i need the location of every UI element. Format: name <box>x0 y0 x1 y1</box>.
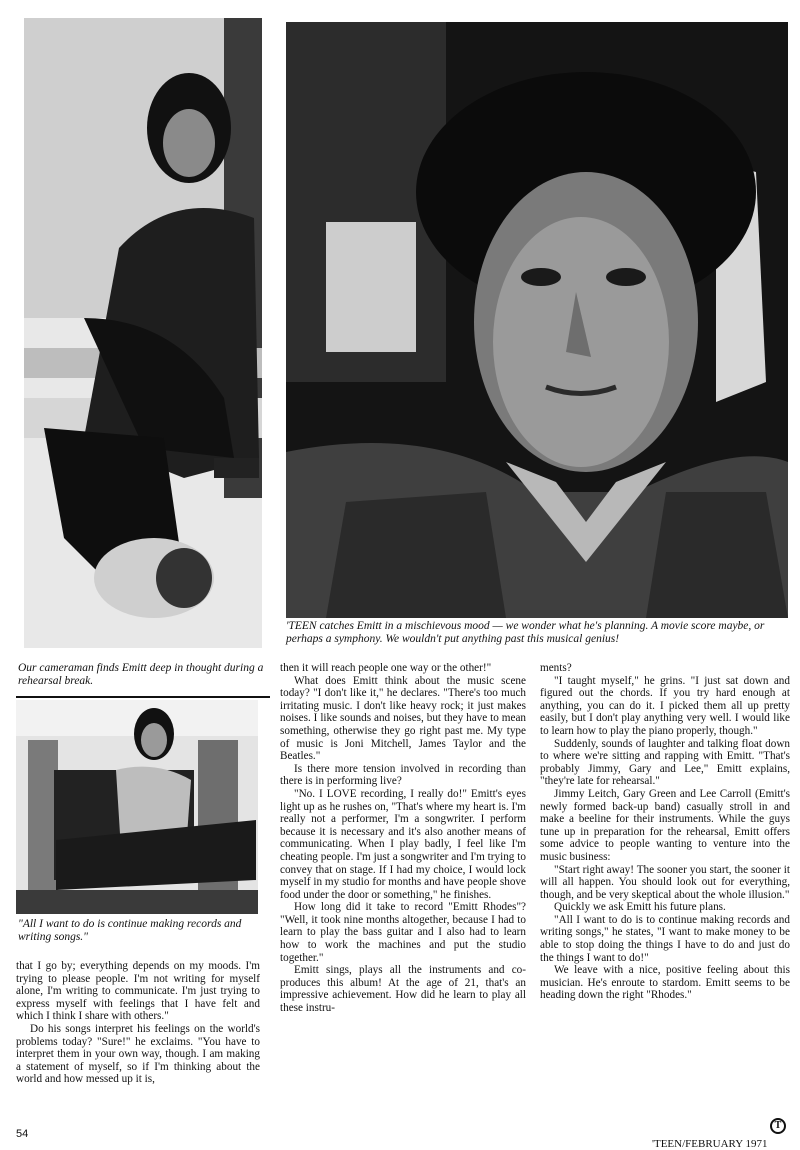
article-column-2 <box>280 662 526 1015</box>
issue-line: 'TEEN/FEBRUARY 1971 <box>652 1138 768 1150</box>
article-column-1 <box>16 960 260 1086</box>
paragraph: "No. I LOVE recording, I really do!" Emitt's eyes light up as he rushes on, "That's where my heart is. I'm really not a performer, I'm a songwriter. I perform because it is necessary and it's also another means of communicating. When I play badly, I feel like I'm cheating people. I'm just a songwriter and I'm trying to convey that on stage. If I had my choice, I would lock myself in my studio for months and have people shove food under the door or something," he finishes. <box>280 787 526 901</box>
article-column-3 <box>540 662 790 1002</box>
photo-emitt-portrait <box>286 22 788 618</box>
paragraph: "All I want to do is to continue making records and writing songs," he states, "I want to make money to be able to stop doing the things I have to do and just do the things I want to do!" <box>540 913 790 964</box>
paragraph: What does Emitt think about the music scene today? "I don't like it," he declares. "There's too much irritating music. I don't like heavy rock; it just makes noises. I like sounds and noises, but they have to mean something, otherwise they go right past me. My type of music is Joni Mitchell, James Taylor and the Beatles." <box>280 674 526 763</box>
teen-logo-icon: T <box>770 1118 786 1134</box>
page-number: 54 <box>16 1128 29 1140</box>
paragraph: Quickly we ask Emitt his future plans. <box>554 901 726 914</box>
paragraph: Do his songs interpret his feelings on the world's problems today? "Sure!" he exclaims. "You have to interpret them in your own way, though. I am making a statement of myself, so if I'm thinking about the world and how messed up it is, <box>16 1022 260 1086</box>
paragraph: Is there more tension involved in recording than there is in performing live? <box>280 762 526 788</box>
paragraph: Emitt sings, plays all the instruments and co-produces this album! At the age of 21, that's an impressive achievement. How did he learn to play all these instru- <box>280 964 526 1015</box>
paragraph: ments? <box>540 662 572 674</box>
divider-rule <box>16 696 270 698</box>
caption-top-left: Our cameraman finds Emitt deep in thought during a rehearsal break. <box>18 662 264 687</box>
paragraph: We leave with a nice, positive feeling about this musician. He's enroute to stardom. Emitt seems to be heading down the right "Rhodes." <box>540 964 790 1002</box>
photo-emitt-guitar <box>16 700 258 914</box>
paragraph: Jimmy Leitch, Gary Green and Lee Carroll (Emitt's newly formed back-up band) casually stroll in and make a beeline for their instruments. While the guys tune up in preparation for the rehearsal, Emitt offers some advice to people wanting to venture into the music business: <box>540 787 790 863</box>
caption-main: 'TEEN catches Emitt in a mischievous mood — we wonder what he's planning. A movie score maybe, or perhaps a symphony. We wouldn't put anything past this musical genius! <box>286 620 765 645</box>
paragraph: "I taught myself," he grins. "I just sat down and figured out the chords. If you try hard enough at anything, you can do it. I picked them all up pretty easily, but I don't play anything very well. I would like to learn how to play the piano properly, though." <box>540 674 790 737</box>
paragraph: "Start right away! The sooner you start, the sooner it will all happen. You should look out for everything, though, and be very skeptical about the whole illusion." <box>540 863 790 901</box>
paragraph: that I go by; everything depends on my moods. I'm trying to please people. I'm not writing for myself alone, I'm writing to communicate. I'm just trying to express myself with feelings that I have felt and which I think I share with others." <box>16 960 260 1023</box>
paragraph: How long did it take to record "Emitt Rhodes"? "Well, it took nine months altogether, because I had to learn to play the bass guitar and I also had to learn how to work the machines and put the studio together." <box>280 901 526 964</box>
paragraph: then it will reach people one way or the other!" <box>280 662 492 674</box>
caption-bottom-left: "All I want to do is continue making records and writing songs." <box>18 918 242 943</box>
photo-emitt-thinking <box>24 18 262 648</box>
paragraph: Suddenly, sounds of laughter and talking float down to where we're sitting and rapping with Emitt. "That's probably Jimmy, Gary and Lee," Emitt explains, "they're late for rehearsal." <box>540 737 790 788</box>
